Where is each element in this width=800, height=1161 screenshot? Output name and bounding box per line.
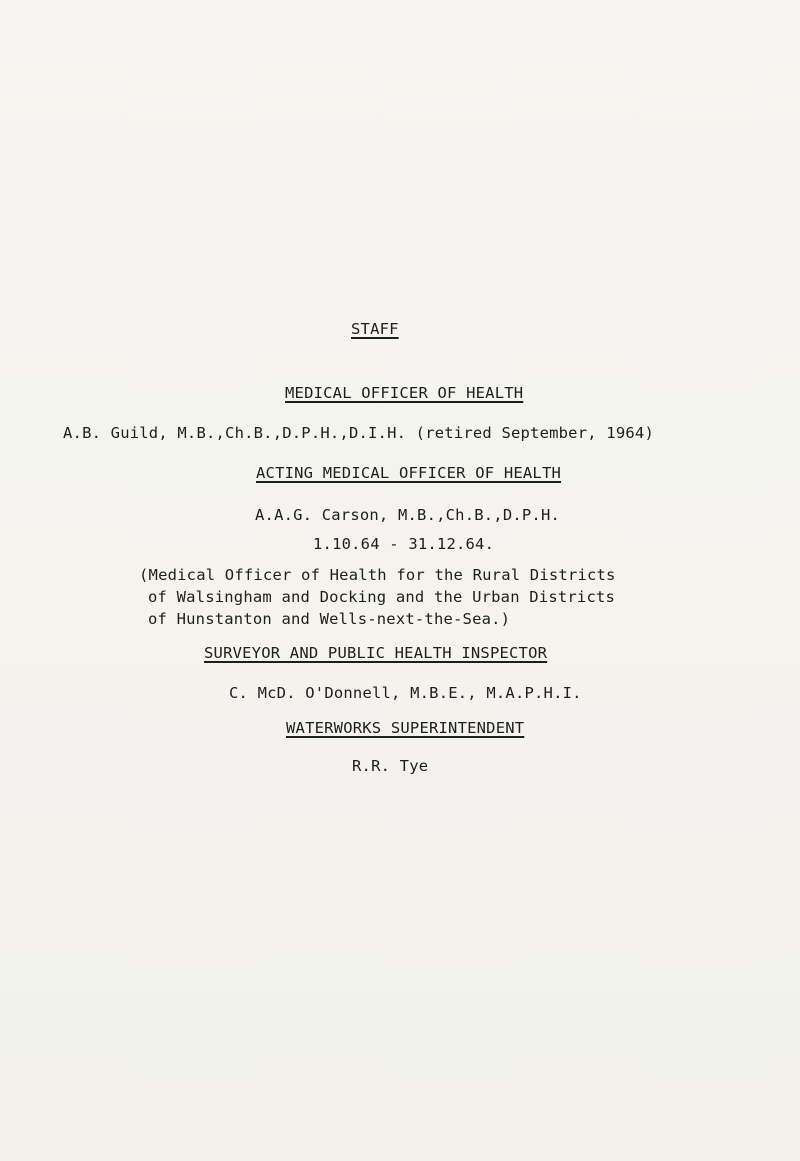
acting-moh-note-line-2: of Walsingham and Docking and the Urban Districts: [148, 588, 616, 606]
moh-heading: MEDICAL OFFICER OF HEALTH: [285, 384, 524, 402]
surveyor-name: C. McD. O'Donnell, M.B.E., M.A.P.H.I.: [229, 684, 582, 702]
acting-moh-dates: 1.10.64 - 31.12.64.: [313, 535, 495, 553]
acting-moh-note-line-1: (Medical Officer of Health for the Rural Districts: [139, 566, 616, 584]
acting-moh-heading: ACTING MEDICAL OFFICER OF HEALTH: [256, 464, 562, 482]
surveyor-heading: SURVEYOR AND PUBLIC HEALTH INSPECTOR: [204, 644, 548, 662]
moh-name: A.B. Guild, M.B.,Ch.B.,D.P.H.,D.I.H. (retired September, 1964): [63, 424, 654, 442]
waterworks-name: R.R. Tye: [352, 757, 429, 775]
staff-heading: STAFF: [351, 320, 399, 338]
acting-moh-note-line-3: of Hunstanton and Wells-next-the-Sea.): [148, 610, 511, 628]
waterworks-heading: WATERWORKS SUPERINTENDENT: [286, 719, 525, 737]
acting-moh-name: A.A.G. Carson, M.B.,Ch.B.,D.P.H.: [255, 506, 561, 524]
